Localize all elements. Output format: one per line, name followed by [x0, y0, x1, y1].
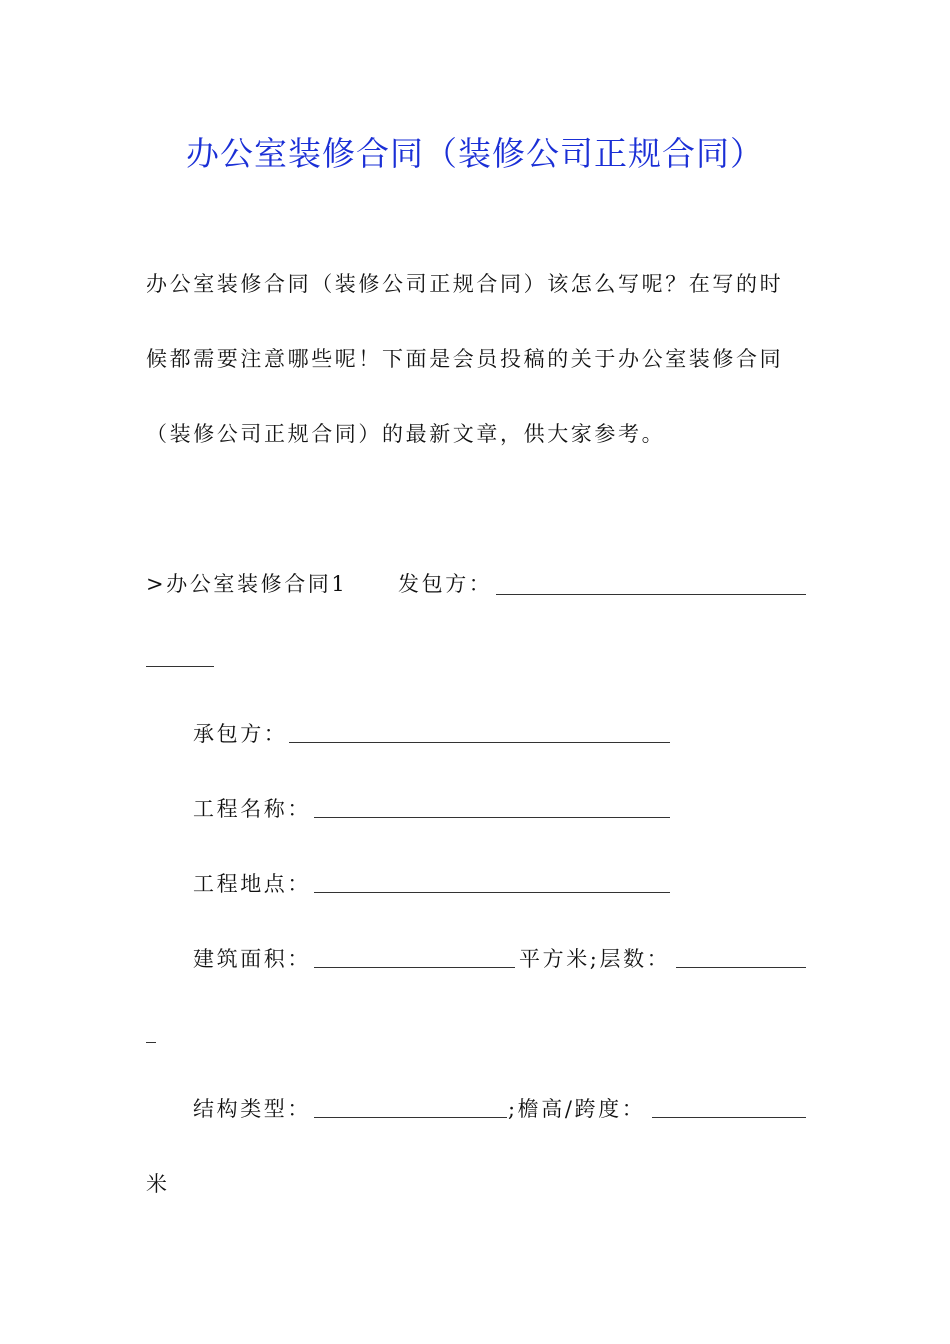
project-name-blank[interactable]	[314, 817, 670, 818]
intro-line-2: 候都需要注意哪些呢！下面是会员投稿的关于办公室装修合同	[146, 347, 784, 371]
intro-line-1: 办公室装修合同（装修公司正规合同）该怎么写呢？在写的时	[146, 272, 784, 296]
eaves-span-label: ;檐高/跨度：	[508, 1097, 646, 1121]
project-location-label: 工程地点：	[193, 872, 311, 896]
structure-type-blank[interactable]	[314, 1117, 507, 1118]
floors-blank[interactable]	[676, 967, 806, 968]
building-area-blank[interactable]	[314, 967, 515, 968]
employer-blank[interactable]	[496, 594, 806, 595]
structure-type-label: 结构类型：	[193, 1097, 311, 1121]
document-title: 办公室装修合同（装修公司正规合同）	[186, 134, 764, 173]
eaves-span-blank[interactable]	[652, 1117, 806, 1118]
project-location-blank[interactable]	[314, 892, 670, 893]
section-heading: >办公室装修合同1	[146, 572, 348, 596]
employer-label: 发包方：	[398, 572, 493, 596]
meter-unit: 米	[146, 1172, 170, 1196]
floors-blank-continued[interactable]	[146, 1042, 156, 1043]
intro-line-3: （装修公司正规合同）的最新文章，供大家参考。	[146, 422, 666, 446]
contractor-blank[interactable]	[289, 742, 670, 743]
building-area-label: 建筑面积：	[193, 947, 311, 971]
employer-blank-continued[interactable]	[146, 666, 214, 667]
contractor-label: 承包方：	[193, 722, 288, 746]
area-unit-floors-label: 平方米;层数：	[519, 947, 671, 971]
project-name-label: 工程名称：	[193, 797, 311, 821]
